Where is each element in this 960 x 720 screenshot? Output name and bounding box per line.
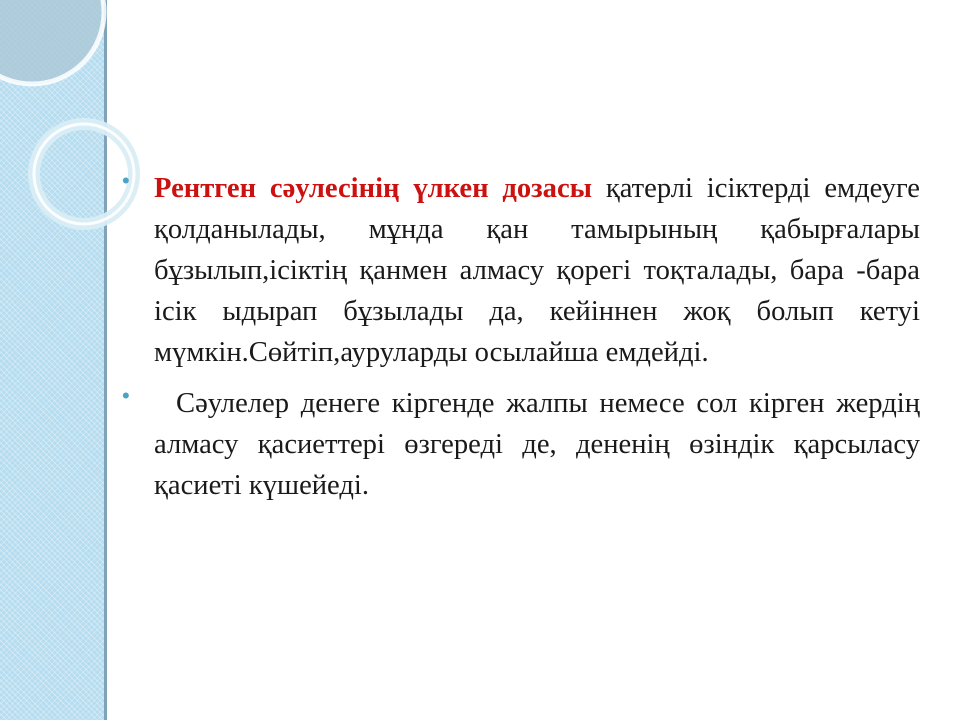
bullet-body-2: Сәулелер денеге кіргенде жалпы немесе сол кірген жердің алмасу қасиеттері өзгереді де, дененің өзіндік қарсыласу қасиеті күшейеді. <box>154 388 920 501</box>
bullet-item-1 <box>120 168 920 373</box>
slide-content <box>120 168 920 516</box>
bullet-item-2 <box>120 383 920 506</box>
bullet-dot-icon: • <box>122 383 130 408</box>
highlighted-phrase: Рентген сәулесінің үлкен дозасы <box>154 173 592 204</box>
bullet-text-1 <box>154 168 920 373</box>
bullet-body-1: қатерлі ісіктерді емдеуге қолданылады, мұнда қан тамырының қабырғалары бұзылып,ісіктің қанмен алмасу қорегі тоқталады, бара -бара ісік ыдырап бұзылады да, кейіннен жоқ болып кетуі мүмкін.Сөйтіп,ауруларды осылайша емдейді. <box>154 173 920 368</box>
decorative-circles <box>0 0 140 280</box>
bullet-text-2 <box>154 383 920 506</box>
bullet-dot-icon: • <box>122 168 130 193</box>
